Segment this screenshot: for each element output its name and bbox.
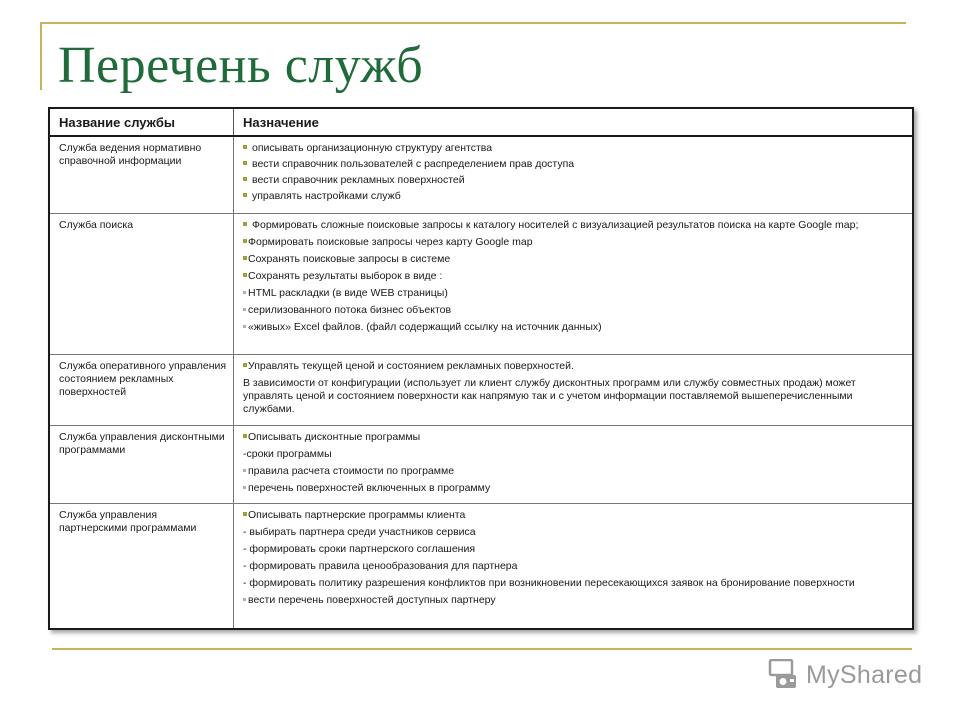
purpose-line: управлять настройками служб <box>243 190 906 203</box>
service-purpose <box>234 136 914 213</box>
left-rule <box>40 22 42 90</box>
projector-icon <box>768 659 802 691</box>
service-name: Служба оперативного управления состоянием рекламных поверхностей <box>49 354 234 425</box>
bullet-icon <box>243 222 247 226</box>
service-purpose <box>234 425 914 503</box>
purpose-line: Управлять текущей ценой и состоянием рекламных поверхностей. <box>243 360 906 373</box>
table-row <box>49 503 913 629</box>
service-purpose <box>234 213 914 354</box>
purpose-line: правила расчета стоимости по программе <box>243 465 906 478</box>
dash-icon <box>243 469 246 472</box>
purpose-line: Формировать сложные поисковые запросы к каталогу носителей с визуализацией результатов поиска на карте Google map; <box>243 219 906 232</box>
purpose-line: - формировать политику разрешения конфликтов при возникновении пересекающихся заявок на бронирование поверхности <box>243 576 855 589</box>
dash-icon <box>243 291 246 294</box>
bullet-icon <box>243 363 247 367</box>
table-row <box>49 425 913 503</box>
watermark-text: MyShared <box>806 660 923 689</box>
purpose-line: - выбирать партнера среди участников сервиса <box>243 525 476 538</box>
column-header-purpose: Назначение <box>234 108 914 136</box>
purpose-line: Описывать дисконтные программы <box>243 431 906 444</box>
purpose-line: -сроки программы <box>243 447 332 460</box>
bullet-icon <box>243 161 247 165</box>
column-header-name: Название службы <box>49 108 234 136</box>
purpose-line: «живых» Excel файлов. (файл содержащий ссылку на источник данных) <box>243 321 906 334</box>
purpose-line: Сохранять результаты выборок в виде : <box>243 270 906 283</box>
watermark-logo <box>768 658 922 692</box>
purpose-line: вести справочник рекламных поверхностей <box>243 174 906 187</box>
table-row <box>49 136 913 213</box>
table-header-row <box>49 108 913 136</box>
service-name: Служба управления партнерскими программами <box>49 503 234 629</box>
bullet-icon <box>243 177 247 181</box>
bullet-icon <box>243 512 247 516</box>
top-rule <box>40 22 906 24</box>
purpose-line: В зависимости от конфигурации (использует ли клиент службу дисконтных программ или службу совместных продаж) может управлять ценой и состоянием поверхности как напрямую так и с учетом информации поставляемой вышеперечисленными службами. <box>243 376 856 415</box>
purpose-line: вести перечень поверхностей доступных партнеру <box>243 594 906 607</box>
table-row <box>49 354 913 425</box>
service-purpose <box>234 503 914 629</box>
dash-icon <box>243 598 246 601</box>
purpose-line: Сохранять поисковые запросы в системе <box>243 253 906 266</box>
service-name: Служба поиска <box>49 213 234 354</box>
bullet-icon <box>243 256 247 260</box>
bullet-icon <box>243 193 247 197</box>
purpose-line: серилизованного потока бизнес объектов <box>243 304 906 317</box>
services-table <box>48 107 914 630</box>
dash-icon <box>243 325 246 328</box>
page-title: Перечень служб <box>58 37 424 94</box>
bullet-icon <box>243 273 247 277</box>
service-name: Служба ведения нормативно справочной информации <box>49 136 234 213</box>
bottom-rule <box>52 648 912 650</box>
purpose-line: Формировать поисковые запросы через карту Google map <box>243 236 906 249</box>
bullet-icon <box>243 239 247 243</box>
purpose-line: - формировать сроки партнерского соглашения <box>243 542 476 555</box>
bullet-icon <box>243 145 247 149</box>
purpose-line: вести справочник пользователей с распределением прав доступа <box>243 158 906 171</box>
service-name: Служба управления дисконтными программами <box>49 425 234 503</box>
service-purpose <box>234 354 914 425</box>
table-row <box>49 213 913 354</box>
bullet-icon <box>243 434 247 438</box>
dash-icon <box>243 308 246 311</box>
purpose-line: HTML раскладки (в виде WEB страницы) <box>243 287 906 300</box>
dash-icon <box>243 486 246 489</box>
purpose-line: описывать организационную структуру агентства <box>243 142 906 155</box>
purpose-line: Описывать партнерские программы клиента <box>243 509 906 522</box>
purpose-line: перечень поверхностей включенных в программу <box>243 482 906 495</box>
purpose-line: - формировать правила ценообразования для партнера <box>243 559 518 572</box>
